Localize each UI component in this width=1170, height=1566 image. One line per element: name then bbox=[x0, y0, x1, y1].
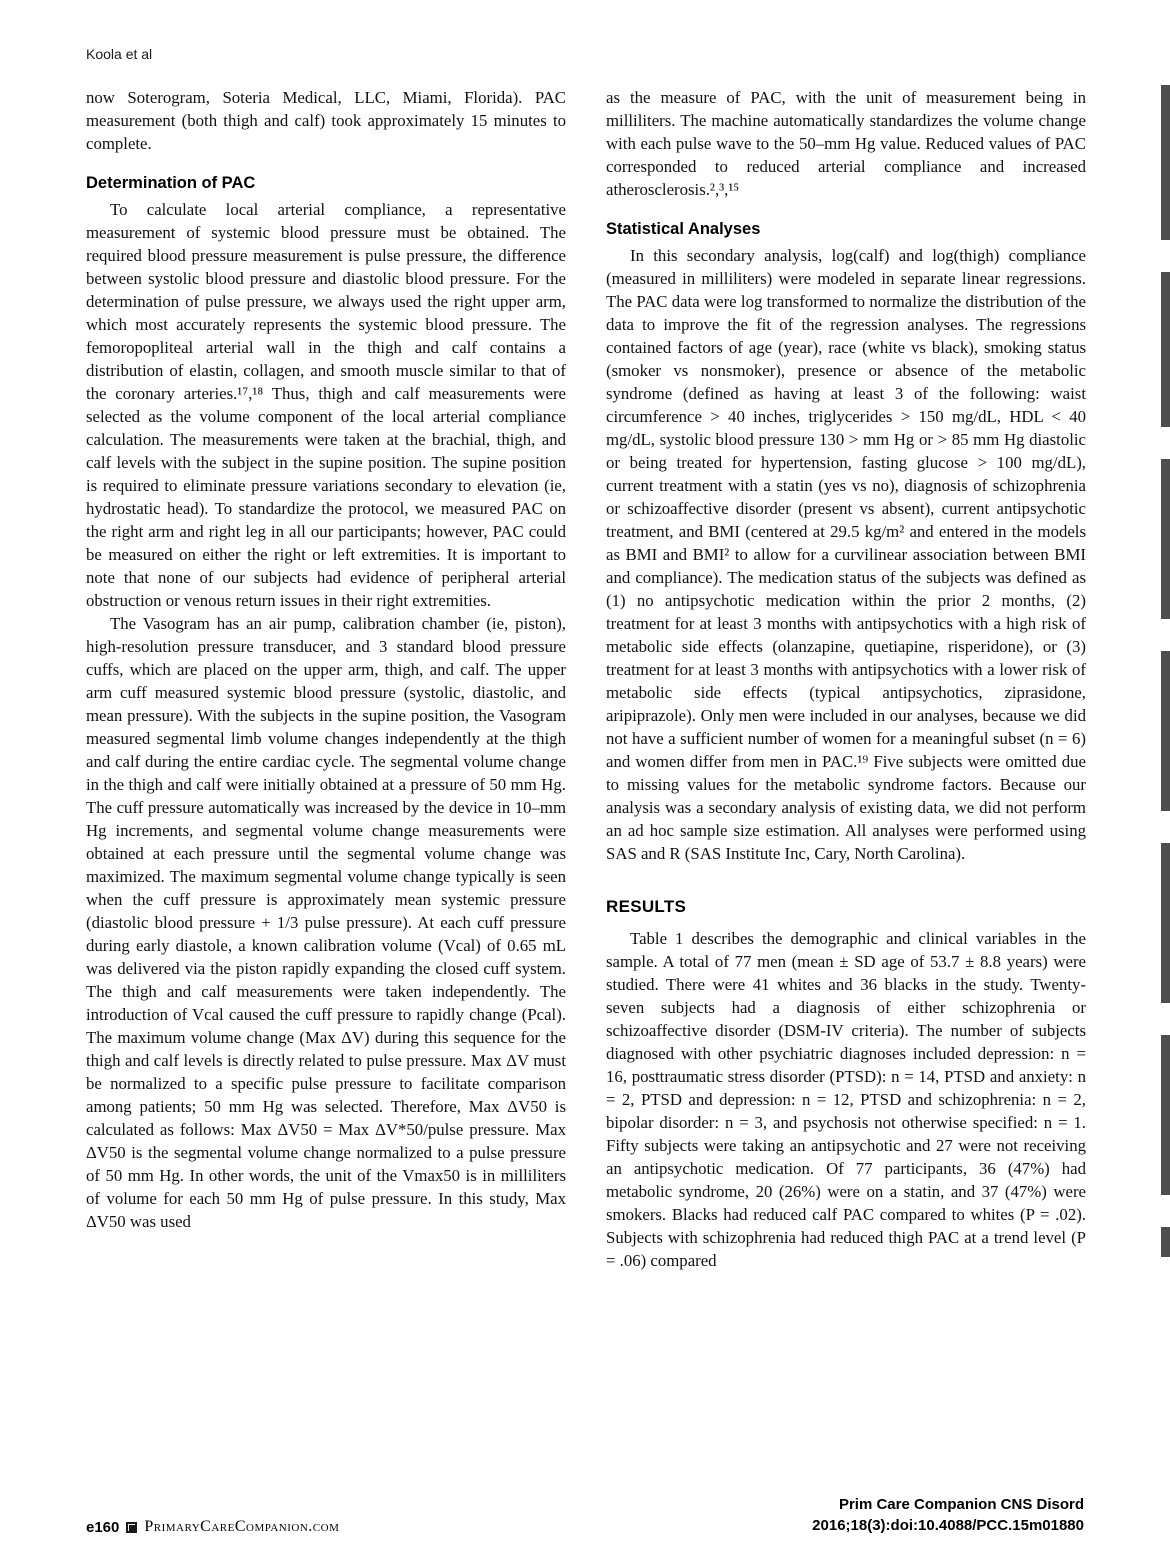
paragraph-determination-1: To calculate local arterial compliance, a representative measurement of systemic blood pressure must be obtained. The required blood pressure measurement is pulse pressure, the difference between systolic blood pressure and diastolic blood pressure. For the determination of pulse pressure, we always used the right upper arm, which most accurately represents the systemic blood pressure. The femoropopliteal arterial wall in the thigh and calf contains a distribution of elastin, collagen, and smooth muscle similar to that of the coronary arteries.¹⁷,¹⁸ Thus, thigh and calf measurements were selected as the volume component of the local arterial compliance calculation. The measurements were taken at the brachial, thigh, and calf levels with the subject in the supine position. The supine position is required to eliminate pressure variations secondary to elevation (ie, hydrostatic head). To standardize the protocol, we measured PAC on the right arm and right leg in all our participants; however, PAC could be measured on either the right or left extremities. It is important to note that none of our subjects had evidence of peripheral arterial obstruction or venous return issues in their right extremities. bbox=[86, 200, 566, 610]
paragraph-statistical-analyses: In this secondary analysis, log(calf) and log(thigh) compliance (measured in milliliters) were modeled in separate linear regressions. The PAC data were log transformed to normalize the distribution of the data to improve the fit of the regression analyses. The regressions contained factors of age (year), race (white vs black), smoking status (smoker vs nonsmoker), presence or absence of the metabolic syndrome (defined as having at least 3 of the following: waist circumference > 40 inches, triglycerides > 150 mg/dL, HDL < 40 mg/dL, systolic blood pressure 130 > mm Hg or > 85 mm Hg diastolic or being treated for hypertension, fasting glucose > 100 mg/dL), current treatment with a statin (yes vs no), diagnosis of schizophrenia or schizoaffective disorder (present vs absent), current antipsychotic treatment, and BMI (centered at 29.5 kg/m² and entered in the models as BMI and BMI² to allow for a curvilinear association between BMI and compliance). The medication status of the subjects was defined as (1) no antipsychotic medication within the prior 2 months, (2) treatment for at least 3 months with antipsychotics with a high risk of metabolic side effects (olanzapine, quetiapine, risperidone), or (3) treatment for at least 3 months with antipsychotics with a lower risk of metabolic side effects (typical antipsychotics, ziprasidone, aripiprazole). Only men were included in our analyses, because we did not have a sufficient number of women for a meaningful subset (n = 6) and women differ from men in PAC.¹⁹ Five subjects were omitted due to missing values for the metabolic syndrome factors. Because our analysis was a secondary analysis of existing data, we did not perform an ad hoc sample size estimation. All analyses were performed using SAS and R (SAS Institute Inc, Cary, North Carolina). bbox=[606, 246, 1086, 863]
footer-journal-name: Prim Care Companion CNS Disord bbox=[838, 1496, 1084, 1513]
paragraph-results: Table 1 describes the demographic and clinical variables in the sample. A total of 77 men (mean ± SD age of 53.7 ± 8.8 years) were studied. There were 41 whites and 36 blacks in the study. Twenty-seven subjects had a diagnosis of either schizophrenia or schizoaffective disorder (DSM-IV criteria). The number of subjects diagnosed with other psychiatric diagnoses included depression: n = 16, posttraumatic stress disorder (PTSD): n = 14, PTSD and anxiety: n = 2, PTSD and depression: n = 12, PTSD and schizophrenia: n = 2, bipolar disorder: n = 3, and psychosis not otherwise specified: n = 1. Fifty subjects were taking an antipsychotic and 27 were not receiving an antipsychotic medication. Of 77 participants, 36 (47%) had metabolic syndrome, 20 (26%) were on a statin, and 37 (47%) were smokers. Blacks had reduced calf PAC compared to whites (P = .02). Subjects with schizophrenia had reduced thigh PAC at a trend level (P = .06) compared bbox=[606, 929, 1086, 1270]
paragraph-continuation-right: as the measure of PAC, with the unit of measurement being in milliliters. The machine automatically standardizes the volume change with each pulse wave to the 50–mm Hg value. Reduced values of PAC corresponded to reduced arterial compliance and increased atherosclerosis.²,³,¹⁵ bbox=[606, 88, 1086, 199]
footer-left bbox=[86, 1518, 339, 1536]
edge-mark bbox=[1161, 272, 1170, 427]
footer-page-number: e160 bbox=[86, 1518, 120, 1536]
running-head: Koola et al bbox=[86, 46, 153, 62]
footer-citation-doi: 2016;18(3):doi:10.4088/PCC.15m01880 bbox=[812, 1517, 1084, 1534]
edge-mark bbox=[1161, 651, 1170, 811]
footer-site-name: PrimaryCareCompanion.com bbox=[144, 1518, 340, 1535]
paragraph-determination-2: The Vasogram has an air pump, calibration chamber (ie, piston), high-resolution pressure transducer, and 3 standard blood pressure cuffs, which are placed on the upper arm, thigh, and calf. The upper arm cuff measured systemic blood pressure (systolic, diastolic, and mean pressure). With the subjects in the supine position, the Vasogram measured segmental limb volume changes independently at the thigh and calf during the entire cardiac cycle. The segmental volume change in the thigh and calf were initially obtained at a pressure of 50 mm Hg. The cuff pressure automatically was increased by the device in 10–mm Hg increments, and segmental volume change measurements were obtained at each pressure until the segmental volume change was maximized. The maximum segmental volume change typically is seen when the cuff pressure is approximately mean systemic pressure (diastolic blood pressure + 1/3 pulse pressure). At each cuff pressure during early diastole, a known calibration volume (Vcal) of 0.65 mL was delivered via the piston rapidly expanding the closed cuff system. The thigh and calf measurements were taken independently. The introduction of Vcal caused the cuff pressure to rapidly change (Pcal). The maximum volume change (Max ΔV) during this sequence for the thigh and calf levels is directly related to pulse pressure. Max ΔV must be normalized to a specific pulse pressure to facilitate comparison among patients; 50 mm Hg was selected. Therefore, Max ΔV50 is calculated as follows: Max ΔV50 = Max ΔV*50/pulse pressure. Max ΔV50 is the segmental volume change normalized to a pulse pressure of 50 mm Hg. In other words, the unit of the Vmax50 is in milliliters of volume for each 50 mm Hg of pulse pressure. In this study, Max ΔV50 was used bbox=[86, 614, 566, 1231]
paragraph-continuation: now Soterogram, Soteria Medical, LLC, Miami, Florida). PAC measurement (both thigh and calf) took approximately 15 minutes to complete. bbox=[86, 88, 566, 153]
publisher-square-icon bbox=[126, 1522, 137, 1533]
edge-mark bbox=[1161, 843, 1170, 1003]
edge-mark bbox=[1161, 85, 1170, 240]
heading-results: RESULTS bbox=[606, 897, 687, 916]
left-column bbox=[86, 86, 566, 1272]
edge-mark bbox=[1161, 1035, 1170, 1195]
heading-determination-of-pac: Determination of PAC bbox=[86, 174, 256, 192]
page-footer bbox=[86, 1494, 1084, 1536]
edge-mark bbox=[1161, 459, 1170, 619]
footer-right bbox=[812, 1494, 1084, 1536]
page-edge-marks bbox=[1161, 0, 1170, 1566]
heading-statistical-analyses: Statistical Analyses bbox=[606, 220, 761, 238]
right-column bbox=[606, 86, 1086, 1272]
two-column-body bbox=[86, 86, 1086, 1272]
edge-mark bbox=[1161, 1227, 1170, 1257]
